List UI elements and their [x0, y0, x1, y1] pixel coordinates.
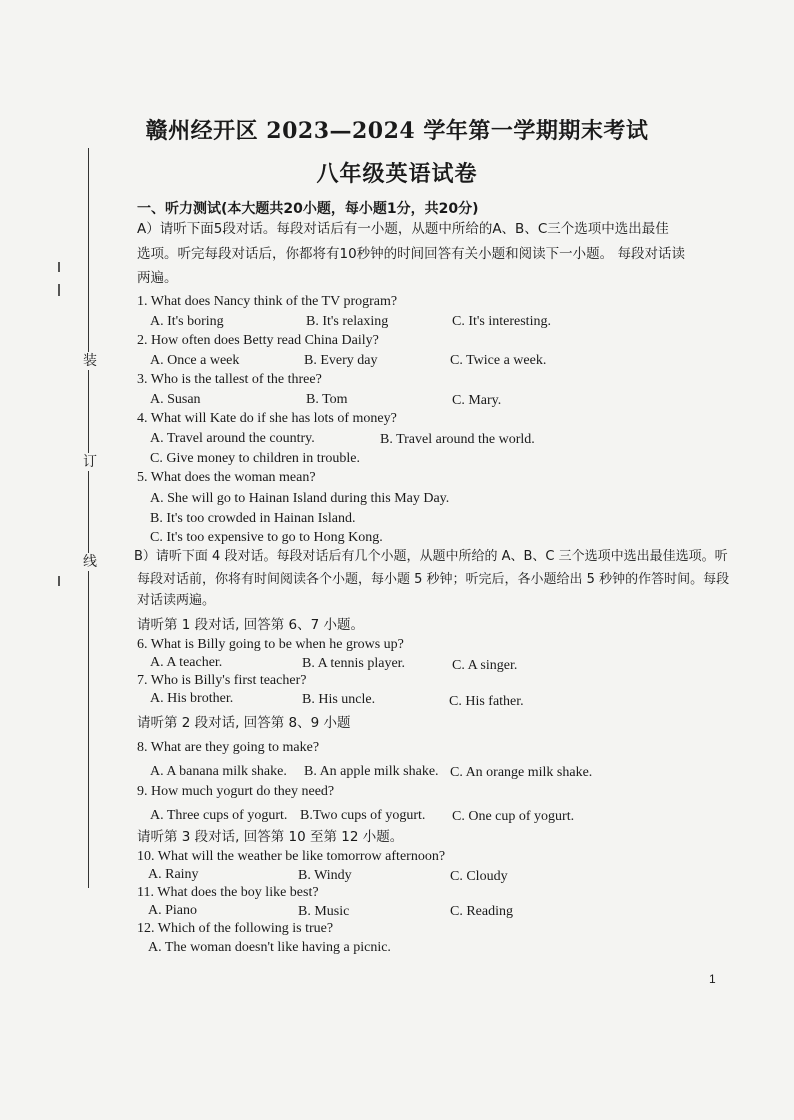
option-a: A. Rainy	[148, 867, 199, 882]
binding-char-zhuang: 装	[83, 353, 97, 369]
option-c: C. It's interesting.	[452, 314, 551, 329]
question-stem: 4. What will Kate do if she has lots of money?	[137, 411, 397, 426]
section-heading: 一、听力测试(本大题共20小题，每小题1分，共20分)	[137, 201, 479, 217]
option-c: C. Twice a week.	[450, 353, 547, 368]
dialog-instruction: 请听第 2 段对话, 回答第 8、9 小题	[137, 715, 351, 731]
option-a: A. She will go to Hainan Island during this May Day.	[150, 491, 450, 506]
question-stem: 12. Which of the following is true?	[137, 921, 334, 936]
part-a-instruction: 两遍。	[137, 270, 178, 286]
option-b: B. Every day	[304, 353, 378, 368]
option-c: C. Reading	[450, 904, 513, 919]
question-stem: 3. Who is the tallest of the three?	[137, 372, 322, 387]
option-a: A. Three cups of yogurt.	[150, 808, 288, 823]
part-a-instruction: 选项。听完每段对话后，你都将有10秒钟的时间回答有关小题和阅读下一小题。 每段对话读	[137, 246, 685, 262]
option-a: A. Piano	[148, 903, 197, 918]
option-a: A. The woman doesn't like having a picnic.	[148, 940, 391, 955]
question-stem: 9. How much yogurt do they need?	[137, 784, 335, 799]
option-b: B. His uncle.	[302, 692, 376, 707]
question-stem: 5. What does the woman mean?	[137, 470, 316, 485]
page-number: 1	[709, 972, 716, 986]
option-c: C. Mary.	[452, 393, 502, 408]
option-c: C. It's too expensive to go to Hong Kong.	[150, 530, 383, 545]
option-c: C. Give money to children in trouble.	[150, 451, 360, 466]
binding-char-xian: 线	[83, 554, 97, 570]
part-b-instruction: 对话读两遍。	[137, 593, 216, 608]
option-b: B. Tom	[306, 392, 348, 407]
option-a: A. His brother.	[150, 691, 234, 706]
option-b: B. Travel around the world.	[380, 432, 535, 447]
margin-mark	[58, 262, 60, 272]
option-a: A. A banana milk shake.	[150, 764, 287, 779]
option-a: A. Travel around the country.	[150, 431, 315, 446]
margin-mark	[58, 576, 60, 586]
binding-char-ding: 订	[83, 454, 97, 470]
question-stem: 7. Who is Billy's first teacher?	[137, 673, 307, 688]
question-stem: 2. How often does Betty read China Daily?	[137, 333, 379, 348]
exam-subtitle: 八年级英语试卷	[316, 161, 478, 187]
option-b: B. Windy	[298, 868, 352, 883]
option-a: A. It's boring	[150, 314, 224, 329]
option-c: C. His father.	[449, 694, 524, 709]
question-stem: 8. What are they going to make?	[137, 740, 320, 755]
dialog-instruction: 请听第 1 段对话, 回答第 6、7 小题。	[137, 617, 365, 633]
option-a: A. Susan	[150, 392, 201, 407]
option-b: B. Music	[298, 904, 350, 919]
option-b: B.Two cups of yogurt.	[300, 808, 426, 823]
option-c: C. Cloudy	[450, 869, 508, 884]
part-b-instruction: 每段对话前，你将有时间阅读各个小题，每小题 5 秒钟；听完后，各小题给出 5 秒钟的作答时间。每段	[137, 572, 730, 587]
question-stem: 10. What will the weather be like tomorrow afternoon?	[137, 849, 446, 864]
question-stem: 11. What does the boy like best?	[137, 885, 319, 900]
option-c: C. A singer.	[452, 658, 518, 673]
question-stem: 6. What is Billy going to be when he grows up?	[137, 637, 404, 652]
option-c: C. An orange milk shake.	[450, 765, 593, 780]
part-b-instruction: B）请听下面 4 段对话。每段对话后有几个小题，从题中所给的 A、B、C 三个选项中选出最佳选项。听	[134, 549, 728, 564]
exam-title: 赣州经开区 2023—2024 学年第一学期期末考试	[145, 118, 649, 144]
question-stem: 1. What does Nancy think of the TV program?	[137, 294, 398, 309]
option-b: B. An apple milk shake.	[304, 764, 439, 779]
option-b: B. It's too crowded in Hainan Island.	[150, 511, 356, 526]
option-a: A. A teacher.	[150, 655, 223, 670]
option-b: B. A tennis player.	[302, 656, 406, 671]
dialog-instruction: 请听第 3 段对话, 回答第 10 至第 12 小题。	[137, 829, 404, 845]
option-b: B. It's relaxing	[306, 314, 389, 329]
option-c: C. One cup of yogurt.	[452, 809, 575, 824]
binding-line	[88, 148, 89, 888]
option-a: A. Once a week	[150, 353, 240, 368]
margin-mark	[58, 284, 60, 296]
part-a-instruction: A）请听下面5段对话。每段对话后有一小题，从题中所给的A、B、C三个选项中选出最佳	[137, 221, 669, 237]
